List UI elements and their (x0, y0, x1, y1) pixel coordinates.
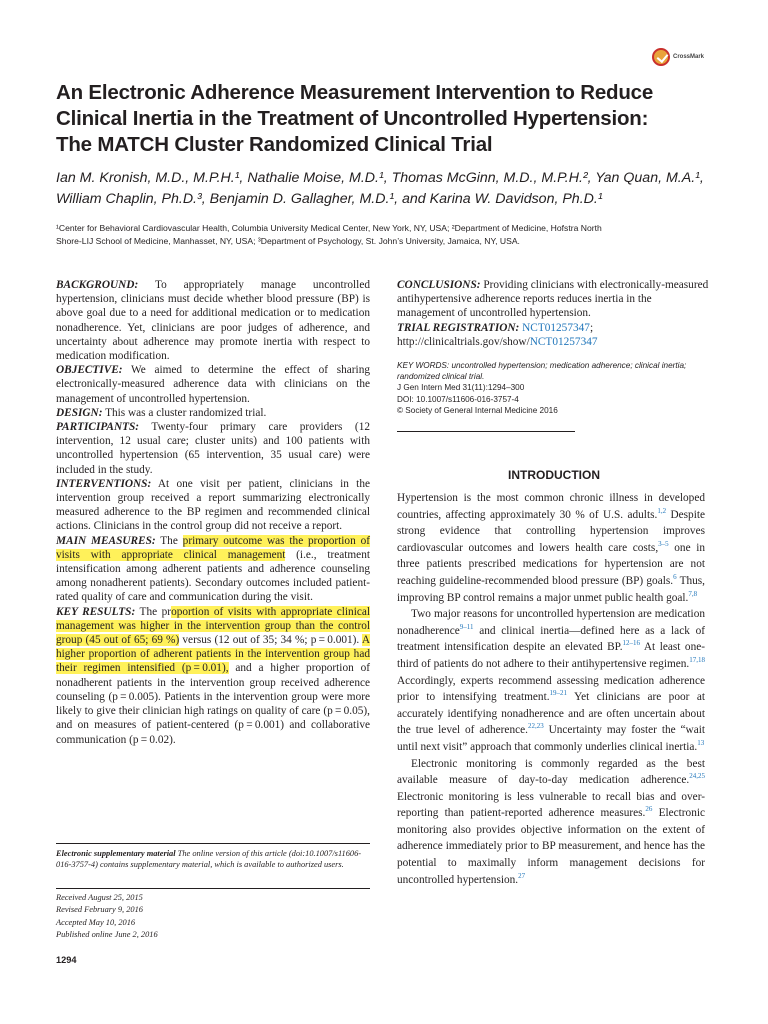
citation-ref[interactable]: 7,8 (688, 589, 698, 598)
abstract-left-column (56, 278, 370, 747)
copyright: © Society of General Internal Medicine 2016 (397, 405, 558, 415)
abstract-participants: PARTICIPANTS: Twenty-four primary care providers (12 intervention, 12 usual care; cluster units) and 100 patients with uncontrolled hypertension (65 intervention, 35 usual care) were included in the study. (56, 421, 370, 476)
citation-ref[interactable]: 26 (645, 805, 653, 814)
title-line: Clinical Inertia in the Treatment of Uncontrolled Hypertension: (56, 107, 649, 130)
title-line: An Electronic Adherence Measurement Intervention to Reduce (56, 81, 654, 104)
divider (397, 431, 575, 432)
citation: J Gen Intern Med 31(11):1294–300 (397, 383, 525, 393)
citation-ref[interactable]: 19–21 (549, 689, 568, 698)
affiliation-line: ¹Center for Behavioral Cardiovascular Health, Columbia University Medical Center, New York, NY, USA; ²Department of Medicine, Hofstra North (56, 223, 602, 233)
abstract-trial-registration: TRIAL REGISTRATION: NCT01257347; http://clinicaltrials.gov/show/NCT01257347 (397, 321, 598, 348)
citation-ref[interactable]: 24,25 (689, 772, 705, 781)
abstract-design: DESIGN: This was a cluster randomized trial. (56, 406, 267, 419)
affiliations (56, 222, 716, 248)
publication-dates (56, 892, 370, 941)
citation-ref[interactable]: 9–11 (459, 622, 474, 631)
article-metadata (397, 360, 711, 416)
author-list (56, 168, 736, 210)
citation-ref[interactable]: 3–5 (658, 540, 669, 549)
keywords: KEY WORDS: uncontrolled hypertension; medication adherence; clinical inertia; randomized clinical trial. (397, 361, 687, 382)
abstract-right-column (397, 278, 711, 349)
article-title (56, 80, 696, 158)
citation-ref[interactable]: 12–16 (622, 639, 641, 648)
abstract-interventions: INTERVENTIONS: At one visit per patient, clinicians in the intervention group received a report summarizing electronically measured adherence to the BP regimen and recommended clinical actions. Clinicians in the control group did not receive a report. (56, 477, 370, 533)
published-date: Published online June 2, 2016 (56, 929, 158, 939)
introduction-body (397, 490, 705, 888)
citation-ref[interactable]: 27 (518, 871, 526, 880)
crossmark-icon (652, 48, 670, 66)
highlight: A higher proportion of adherent patients in the intervention group had their regimen intensified (p = 0.01), (56, 634, 370, 675)
doi: DOI: 10.1007/s11606-016-3757-4 (397, 394, 519, 404)
abstract-key-results: KEY RESULTS: The proportion of visits with appropriate clinical management was higher in the intervention group than the control group (45 out of 65; 69 %) versus (12 out of 35; 34 %; p = 0.001). A higher proportion of adherent patients in the intervention group had their regimen intensified (p = 0.01), and a higher proportion of nonadherent patients in the intervention group received adherence counseling (p = 0.005). Patients in the intervention group were more likely to give their clinician high ratings on quality of care (p = 0.05), and on measures of patient-centered (p = 0.001) and collaborative communication (p = 0.02). (56, 605, 371, 746)
intro-paragraph: Two major reasons for uncontrolled hypertension are medication nonadherence$^{9-11}$ and clinical inertia—defined here as a lack of treatment intensification despite an elevated BP.$^{12-16}$ At least one-third of patients do not adhere to their antihypertensive regimen.$^{17,18}$ Accordingly, experts recommend assessing medication adherence prior to intensifying treatment.$^{19-21}$ Yet clinicians are poor at accurately identifying nonadherence and are often uncertain about the true level of adherence.$^{22,23}$ Uncertainty may foster the “wait until next visit” approach that commonly underlies clinical inertia.$^{13}$ (397, 608, 705, 753)
page-number: 1294 (56, 955, 77, 965)
divider (56, 888, 370, 889)
received-date: Received August 25, 2015 (56, 893, 143, 902)
introduction-heading: INTRODUCTION (508, 468, 600, 482)
intro-paragraph: Electronic monitoring is commonly regarded as the best available measure of day-to-day medication adherence.$^{24,25}$ Electronic monitoring is less vulnerable to recall bias and over-reporting than patient-reported adherence measures.$^{26}$ Electronic monitoring also provides objective information on the extent of adherence immediately prior to BP measurement, and hence has the potential to maximally inform management decisions for uncontrolled hypertension.$^{27}$ (397, 757, 705, 886)
abstract-conclusions: CONCLUSIONS: Providing clinicians with electronically-measured antihypertensive adherence reports reduces inertia in the management of uncontrolled hypertension. (397, 279, 709, 320)
crossmark-label: CrossMark (673, 54, 705, 60)
citation-ref[interactable]: 1,2 (657, 506, 667, 515)
abstract-main-measures: MAIN MEASURES: The primary outcome was the proportion of visits with appropriate clinical management (i.e., treatment intensification among adherent patients and adherence counseling among nonadherent patients). Secondary outcomes included patient-rated quality of care and communication during the visit. (56, 534, 370, 604)
citation-ref[interactable]: 6 (673, 573, 677, 582)
divider (56, 843, 370, 844)
title-line: The MATCH Cluster Randomized Clinical Trial (56, 133, 493, 156)
accepted-date: Accepted May 10, 2016 (56, 917, 136, 927)
supplementary-material-note: Electronic supplementary material The online version of this article (doi:10.1007/s11606-016-3757-4) contains supplementary material, which is available to authorized users. (56, 849, 362, 870)
highlight: oportion of visits with appropriate clinical management was higher in the intervention group than the control group (45 out of 65; 69 %) (56, 605, 371, 647)
crossmark-badge[interactable] (652, 48, 704, 66)
highlight: primary outcome was the proportion of visits with appropriate clinical management (56, 534, 370, 561)
trial-url-link[interactable]: NCT01257347 (529, 335, 598, 348)
abstract-background: BACKGROUND: To appropriately manage uncontrolled hypertension, clinicians must decide whether blood pressure (BP) is above goal due to a need for additional medication or to medication nonadherence. Yet, clinicians are poor judges of adherence, and uncertainty about adherence may promote inertia with respect to medication modification. (56, 279, 370, 363)
affiliation-line: Shore-LIJ School of Medicine, Manhasset, NY, USA; ³Department of Psychology, St. John’s University, Jamaica, NY, USA. (56, 236, 520, 246)
abstract-objective: OBJECTIVE: We aimed to determine the effect of sharing electronically-measured adherence data with clinicians on the management of uncontrolled hypertension. (56, 364, 370, 405)
revised-date: Revised February 9, 2016 (56, 905, 143, 915)
citation-ref[interactable]: 22,23 (527, 722, 544, 731)
trial-registration-link[interactable]: NCT01257347 (522, 321, 590, 334)
citation-ref[interactable]: 17,18 (689, 656, 705, 665)
author-line: Ian M. Kronish, M.D., M.P.H.¹, Nathalie Moise, M.D.¹, Thomas McGinn, M.D., M.P.H.², Yan Quan, M.A.¹, (56, 170, 704, 186)
citation-ref[interactable]: 13 (697, 739, 705, 748)
author-line: William Chaplin, Ph.D.³, Benjamin D. Gallagher, M.D.¹, and Karina W. Davidson, Ph.D.¹ (56, 191, 603, 207)
intro-paragraph: Hypertension is the most common chronic illness in developed countries, affecting approximately 30 % of U.S. adults.$^{1,2}$ Despite strong evidence that controlling hypertension improves cardiovascular outcomes and lowers health care costs,$^{3-5}$ one in three patients prescribed medications for hypertension are not reaching guideline-recommended blood pressure (BP) goals.$^6$ Thus, improving BP control remains a major unmet public health goal.$^{7,8}$ (397, 492, 706, 604)
